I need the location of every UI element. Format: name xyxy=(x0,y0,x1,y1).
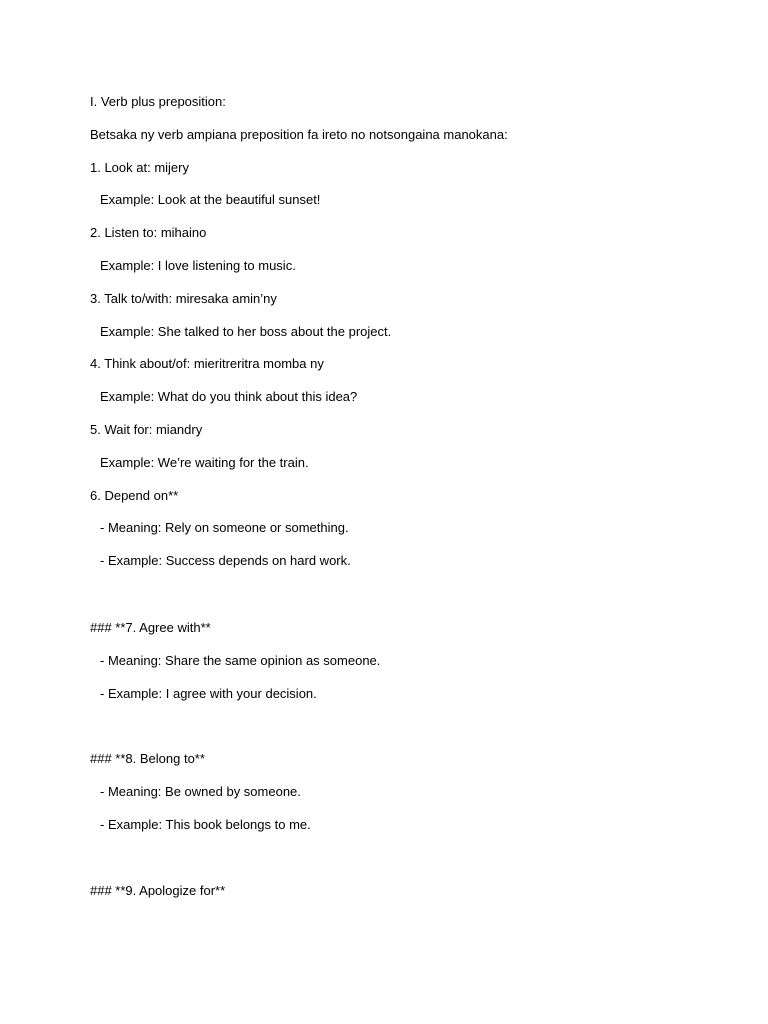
item-example: Example: We’re waiting for the train. xyxy=(100,455,309,470)
item-title: ### **8. Belong to** xyxy=(90,751,205,766)
item-meaning: - Meaning: Share the same opinion as someone. xyxy=(100,653,381,668)
item-example: - Example: I agree with your decision. xyxy=(100,686,317,701)
item-title: 6. Depend on** xyxy=(90,488,179,503)
item-example: Example: What do you think about this idea? xyxy=(100,389,358,404)
item-example: Example: She talked to her boss about the project. xyxy=(100,324,392,339)
item-title: 5. Wait for: miandry xyxy=(90,422,203,437)
item-title: 3. Talk to/with: miresaka amin’ny xyxy=(90,291,277,306)
item-meaning: - Meaning: Rely on someone or something. xyxy=(100,520,349,535)
section-heading: I. Verb plus preposition: xyxy=(90,94,226,109)
item-meaning: - Meaning: Be owned by someone. xyxy=(100,784,301,799)
intro-text: Betsaka ny verb ampiana preposition fa ireto no notsongaina manokana: xyxy=(90,127,508,142)
item-example: - Example: Success depends on hard work. xyxy=(100,553,351,568)
item-title: ### **9. Apologize for** xyxy=(90,883,226,898)
item-title: 1. Look at: mijery xyxy=(90,160,189,175)
item-title: ### **7. Agree with** xyxy=(90,620,211,635)
item-example: Example: I love listening to music. xyxy=(100,258,296,273)
item-title: 2. Listen to: mihaino xyxy=(90,225,207,240)
item-example: - Example: This book belongs to me. xyxy=(100,817,311,832)
item-title: 4. Think about/of: mieritreritra momba ny xyxy=(90,356,324,371)
item-example: Example: Look at the beautiful sunset! xyxy=(100,192,321,207)
